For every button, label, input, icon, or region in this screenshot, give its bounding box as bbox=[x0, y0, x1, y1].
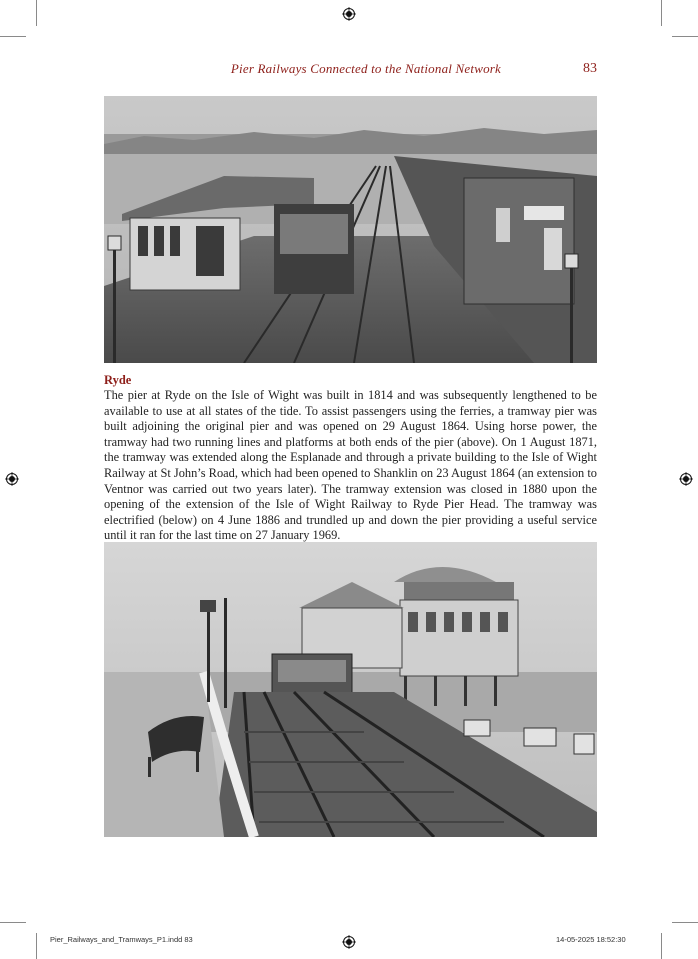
timestamp: 14-05-2025 18:52:30 bbox=[556, 935, 626, 944]
crop-mark bbox=[661, 0, 662, 26]
crop-mark bbox=[0, 922, 26, 923]
crop-mark bbox=[672, 36, 698, 37]
running-head bbox=[104, 61, 597, 79]
running-title: Pier Railways Connected to the National Network bbox=[230, 61, 501, 76]
crop-mark bbox=[672, 922, 698, 923]
crop-mark bbox=[36, 0, 37, 26]
crop-mark bbox=[661, 933, 662, 959]
registration-mark-icon bbox=[342, 935, 356, 949]
registration-mark-icon bbox=[679, 472, 693, 486]
crop-mark bbox=[0, 36, 26, 37]
page-number: 83 bbox=[583, 61, 597, 76]
file-slug: Pier_Railways_and_Tramways_P1.indd 83 bbox=[50, 935, 193, 944]
section-heading: Ryde bbox=[104, 373, 132, 387]
photo-ryde-pier-tramway-above bbox=[104, 96, 597, 363]
registration-mark-icon bbox=[342, 7, 356, 21]
body-paragraph: The pier at Ryde on the Isle of Wight was built in 1814 and was subsequently lengthened to be available to use at all states of the tide. To assist passengers using the ferries, a tramway pier was built adjoining the original pier and was opened on 29 August 1864. Using horse power, the tramway had two running lines and platforms at both ends of the pier (above). On 1 August 1871, the tramway was extended along the Esplanade and through a private building to the Isle of Wight Railway at St John’s Road, which had been opened to Shanklin on 23 August 1864 (an extension to Ventnor was carried out two years later). The tramway extension was closed in 1880 upon the opening of the extension of the Isle of Wight Railway to Ryde Pier Head. The tramway was electrified (below) on 4 June 1886 and trundled up and down the pier providing a useful service until it ran for the last time on 27 January 1969. bbox=[104, 388, 597, 543]
registration-mark-icon bbox=[5, 472, 19, 486]
photo-ryde-pier-tramway-below bbox=[104, 542, 597, 837]
crop-mark bbox=[36, 933, 37, 959]
